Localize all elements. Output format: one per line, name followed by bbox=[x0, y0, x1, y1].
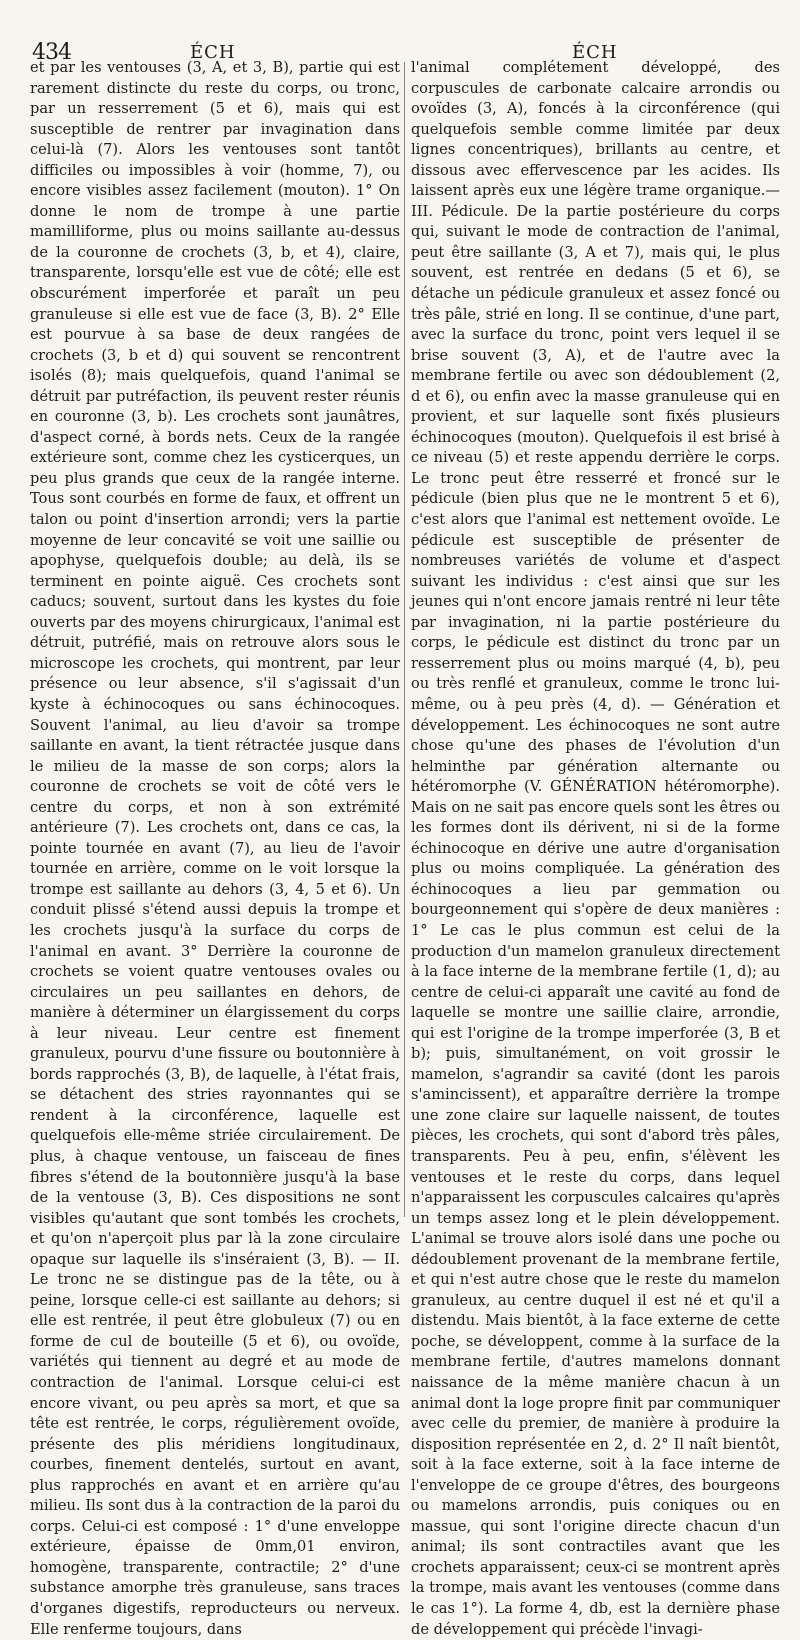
page-header bbox=[0, 22, 800, 65]
left-column bbox=[30, 58, 400, 1640]
running-head-right: ÉCH bbox=[572, 42, 618, 63]
page-number: 434 bbox=[32, 40, 71, 65]
right-column bbox=[411, 58, 780, 1640]
running-head-left: ÉCH bbox=[190, 42, 236, 63]
column-divider bbox=[404, 62, 405, 1217]
right-column-text: l'animal complétement développé, des corpuscules de carbonate calcaire arrondis ou ovoïdes (3, A), foncés à la circonférence (qui quelquefois semble comme limitée par deux lignes concentriques), brillants au centre, et dissous avec effervescence par les acides. Ils laissent après eux une légère trame organique.— III. Pédicule. De la partie postérieure du corps qui, suivant le mode de contraction de l'animal, peut être saillante (3, A et 7), mais qui, le plus souvent, est rentrée en dedans (5 et 6), se détache un pédicule granuleux et assez foncé ou très pâle, strié en long. Il se continue, d'une part, avec la surface du tronc, point vers lequel il se brise souvent (3, A), et de l'autre avec la membrane fertile ou avec son dédoublement (2, d et 6), ou enfin avec la masse granuleuse qui en provient, et sur laquelle sont fixés plusieurs échinocoques (mouton). Quelquefois il est brisé à ce niveau (5) et reste appendu derrière le corps. Le tronc peut être resserré et froncé sur le pédicule (bien plus que ne le montrent 5 et 6), c'est alors que l'animal est nettement ovoïde. Le pédicule est susceptible de présenter de nombreuses variétés de volume et d'aspect suivant les individus : c'est ainsi que sur les jeunes qui n'ont encore jamais rentré ni leur tête par invagination, ni la partie postérieure du corps, le pédicule est distinct du tronc par un resserrement plus ou moins marqué (4, b), peu ou très renflé et granuleux, comme le tronc lui-même, ou à peu près (4, d). — Génération et développement. Les échinocoques ne sont autre chose qu'une des phases de l'évolution d'un helminthe par génération alternante ou hétéromorphe (V. GÉNÉRATION hétéromorphe). Mais on ne sait pas encore quels sont les êtres ou les formes dont ils dérivent, ni si de la forme échinocoque en dérive une autre d'organisation plus ou moins compliquée. La génération des échinocoques a lieu par gemmation ou bourgeonnement qui s'opère de deux manières : 1° Le cas le plus commun est celui de la production d'un mamelon granuleux directement à la face interne de la membrane fertile (1, d); au centre de celui-ci apparaît une cavité au fond de laquelle se montre une saillie claire, arrondie, qui est l'origine de la trompe imperforée (3, B et b); puis, simultanément, on voit grossir le mamelon, s'agrandir sa cavité (dont les parois s'amincissent), et apparaître derrière la trompe une zone claire sur laquelle naissent, de toutes pièces, les crochets, qui sont d'abord très pâles, transparents. Peu à peu, enfin, s'élèvent les ventouses et le reste du corps, dans lequel n'apparaissent les corpuscules calcaires qu'après un temps assez long et le plein développement. L'animal se trouve alors isolé dans une poche ou dédoublement provenant de la membrane fertile, et qui n'est autre chose que le reste du mamelon granuleux, au centre duquel il est né et qu'il a distendu. Mais bientôt, à la face externe de cette poche, se développent, comme à la surface de la membrane fertile, d'autres mamelons donnant naissance de la même manière chacun à un animal dont la loge propre finit par communiquer avec celle du premier, de manière à produire la disposition représentée en 2, d. 2° Il naît bientôt, soit à la face externe, soit à la face interne de l'enveloppe de ce groupe d'êtres, des bourgeons ou mamelons arrondis, puis coniques ou en massue, qui sont l'origine directe chacun d'un animal; ils sont contractiles avant que les crochets apparaissent; ceux-ci se montrent après la trompe, mais avant les ventouses (comme dans le cas 1°). La forme 4, db, est la dernière phase de développement qui précède l'invagi- bbox=[411, 59, 780, 1638]
left-column-text: et par les ventouses (3, A, et 3, B), partie qui est rarement distincte du reste du corps, ou tronc, par un resserrement (5 et 6), mais qui est susceptible de rentrer par invagination dans celui-là (7). Alors les ventouses sont tantôt difficiles ou impossibles à voir (homme, 7), ou encore visibles assez facilement (mouton). 1° On donne le nom de trompe à une partie mamilliforme, plus ou moins saillante au-dessus de la couronne de crochets (3, b, et 4), claire, transparente, lorsqu'elle est vue de côté; elle est obscurément imperforée et paraît un peu granuleuse si elle est vue de face (3, B). 2° Elle est pourvue à sa base de deux rangées de crochets (3, b et d) qui souvent se rencontrent isolés (8); mais quelquefois, quand l'animal se détruit par putréfaction, ils peuvent rester réunis en couronne (3, b). Les crochets sont jaunâtres, d'aspect corné, à bords nets. Ceux de la rangée extérieure sont, comme chez les cysticerques, un peu plus grands que ceux de la rangée interne. Tous sont courbés en forme de faux, et offrent un talon ou point d'insertion arrondi; vers la partie moyenne de leur concavité se voit une saillie ou apophyse, quelquefois double; au delà, ils se terminent en pointe aiguë. Ces crochets sont caducs; souvent, surtout dans les kystes du foie ouverts par des moyens chirurgicaux, l'animal est détruit, putréfié, mais on retrouve alors sous le microscope les crochets, qui montrent, par leur présence ou leur absence, s'il s'agissait d'un kyste à échinocoques ou sans échinocoques. Souvent l'animal, au lieu d'avoir sa trompe saillante en avant, la tient rétractée jusque dans le milieu de la masse de son corps; alors la couronne de crochets se voit de côté vers le centre du corps, et non à son extrémité antérieure (7). Les crochets ont, dans ce cas, la pointe tournée en avant (7), au lieu de l'avoir tournée en arrière, comme on le voit lorsque la trompe est saillante au dehors (3, 4, 5 et 6). Un conduit plissé s'étend aussi depuis la trompe et les crochets jusqu'à la surface du corps de l'animal en avant. 3° Derrière la couronne de crochets se voient quatre ventouses ovales ou circulaires un peu saillantes en dehors, de manière à déterminer un élargissement du corps à leur niveau. Leur centre est finement granuleux, pourvu d'une fissure ou boutonnière à bords rapprochés (3, B), de laquelle, à l'état frais, se détachent des stries rayonnantes qui se rendent à la circonférence, laquelle est quelquefois elle-même striée circulairement. De plus, à chaque ventouse, un faisceau de fines fibres s'étend de la boutonnière jusqu'à la base de la ventouse (3, B). Ces dispositions ne sont visibles qu'autant que sont tombés les crochets, et qu'on n'aperçoit plus par là la zone circulaire opaque sur laquelle ils s'inséraient (3, B). — II. Le tronc ne se distingue pas de la tête, ou à peine, lorsque celle-ci est saillante au dehors; si elle est rentrée, il peut être globuleux (7) ou en forme de cul de bouteille (5 et 6), ou ovoïde, variétés qui tiennent au degré et au mode de contraction de l'animal. Lorsque celui-ci est encore vivant, ou peu après sa mort, et que sa tête est rentrée, le corps, régulièrement ovoïde, présente des plis méridiens longitudinaux, courbes, finement dentelés, surtout en avant, plus rapprochés en avant et en arrière qu'au milieu. Ils sont dus à la contraction de la paroi du corps. Celui-ci est composé : 1° d'une enveloppe extérieure, épaisse de 0mm,01 environ, homogène, transparente, contractile; 2° d'une substance amorphe très granuleuse, sans traces d'organes digestifs, reproducteurs ou nerveux. Elle renferme toujours, dans bbox=[30, 59, 400, 1638]
